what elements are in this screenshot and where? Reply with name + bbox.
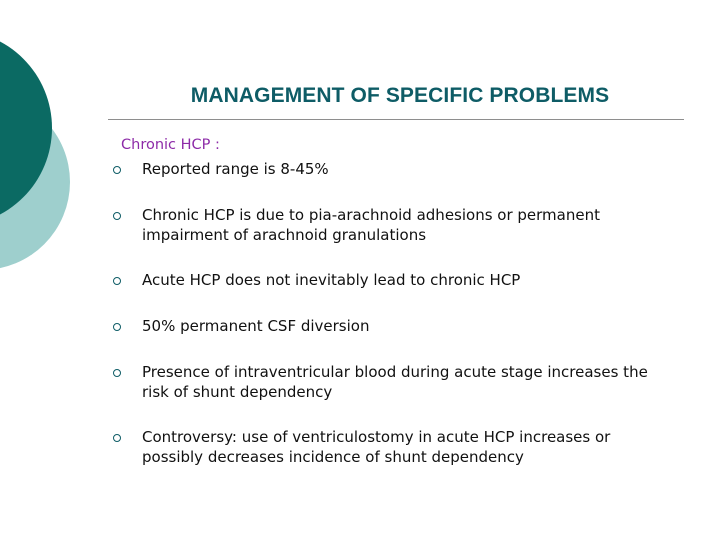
bullet-item [113, 363, 673, 402]
section-subheading: Chronic HCP : [121, 137, 220, 153]
bullet-text: Chronic HCP is due to pia-arachnoid adhesions or permanent impairment of arachnoid granulations [142, 206, 600, 244]
bullet-text: Controversy: use of ventriculostomy in acute HCP increases or possibly decreases incidence of shunt dependency [142, 428, 611, 466]
title-divider [108, 119, 684, 120]
circle-bullet-icon [113, 160, 142, 182]
circle-bullet-icon [113, 363, 142, 385]
bullet-item [113, 428, 673, 467]
circle-bullet-icon [113, 428, 142, 450]
circle-bullet-icon [113, 271, 142, 293]
bullet-item [113, 317, 673, 339]
bullet-item [113, 271, 673, 293]
bullet-text: Acute HCP does not inevitably lead to chronic HCP [142, 271, 521, 289]
bullet-item [113, 206, 673, 245]
circle-bullet-icon [113, 317, 142, 339]
slide-title: MANAGEMENT OF SPECIFIC PROBLEMS [190, 84, 610, 107]
bullet-item [113, 160, 673, 182]
bullet-text: Reported range is 8-45% [142, 160, 329, 178]
bullet-text: Presence of intraventricular blood during acute stage increases the risk of shunt dependency [142, 363, 648, 401]
decorative-circles [0, 0, 120, 300]
bullet-text: 50% permanent CSF diversion [142, 317, 370, 335]
circle-bullet-icon [113, 206, 142, 228]
